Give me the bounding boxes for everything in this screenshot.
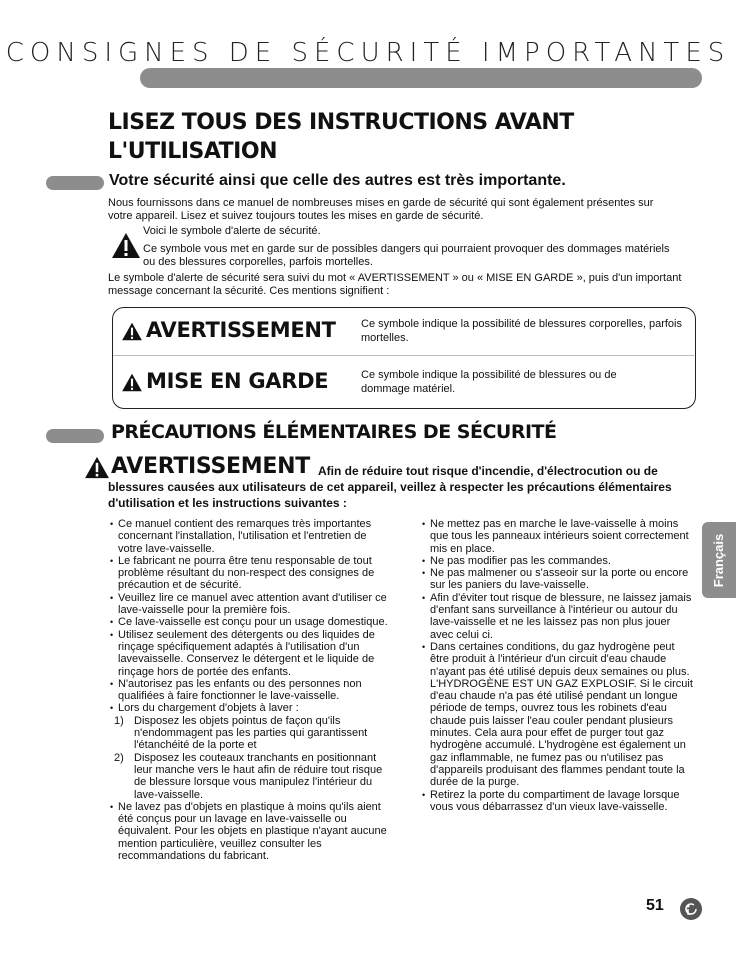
subtitle-pill bbox=[46, 176, 104, 190]
left-column bbox=[110, 518, 392, 862]
list-item: • Lors du chargement d'objets à laver : bbox=[110, 702, 392, 714]
list-item: • Ne lavez pas d'objets en plastique à moins qu'ils aient été conçus pour un lavage en lave-vaisselle ou équivalent. Pour les objets en plastique n'ayant aucune mention particulière, veuillez consulter les recommandations du fabricant. bbox=[110, 801, 392, 862]
warning-icon bbox=[121, 322, 143, 341]
list-item: • Retirez la porte du compartiment de lavage lorsque vous vous débarrassez d'un vieux lave-vaisselle. bbox=[422, 789, 694, 814]
symbol-line-2: Ce symbole vous met en garde sur de possibles dangers qui pourraient provoquer des dommages matériels ou des blessures corporelles, parfois mortelles. bbox=[143, 243, 670, 268]
list-item: • Utilisez seulement des détergents ou des liquides de rinçage spécifiquement adaptés à l'utilisation d'un lavevaisselle. Conservez le détergent et le liquide de rinçage hors de portée des enfants. bbox=[110, 629, 392, 678]
list-item: • Afin d'éviter tout risque de blessure, ne laissez jamais d'enfant sans surveillance à l'intérieur ou autour du lave-vaisselle et ne les laissez pas non plus jouer avec celui ci. bbox=[422, 592, 694, 641]
intro-paragraph-2: Le symbole d'alerte de sécurité sera suivi du mot « AVERTISSEMENT » ou « MISE EN GARDE », puis d'un important message concernant la sécurité. Ces mentions signifient : bbox=[108, 272, 682, 297]
subtitle: Votre sécurité ainsi que celle des autres est très importante. bbox=[109, 172, 566, 189]
sub-item-number: 2) bbox=[114, 751, 124, 764]
sub-item-text: Disposez les objets pointus de façon qu'ils n'endommagent pas les parties qui garantissent l'étanchéité de la porte et bbox=[134, 714, 368, 752]
caution-icon bbox=[121, 373, 143, 392]
sub-item-text: Disposez les couteaux tranchants en positionnant leur manche vers le haut afin de réduire tout risque de blessure lorsque vous manipulez l'intérieur du lave-vaisselle. bbox=[134, 751, 383, 801]
mise-en-garde-desc: Ce symbole indique la possibilité de blessures ou de dommage matériel. bbox=[361, 369, 617, 395]
main-title-line2: L'UTILISATION bbox=[108, 139, 277, 164]
sub-list-item bbox=[114, 715, 392, 752]
list-item: • Dans certaines conditions, du gaz hydrogène peut être produit à l'intérieur d'un circuit d'eau chaude n'ayant pas été utilisé depuis deux semaines ou plus. L'HYDROGÈNE EST UN GAZ EXPLOSIF. Si le circuit d'eau chaude n'a pas été utilisé pendant un longue période de temps, ouvrez tous les robinets d'eau chaude puis laisser l'eau couler pendant plusieurs minutes. Cela aura pour effet de purger tout gaz hydrogène accumulé. L'hydrogène est également un gaz inflammable, ne fumez pas ou n'utilisez pas d'appareils produisant des flammes pendant toute la durée de la purge. bbox=[422, 641, 694, 789]
list-item: • Le fabricant ne pourra être tenu responsable de tout problème résultant du non-respect des consignes de précaution et de sécurité. bbox=[110, 555, 392, 592]
list-item: • Ce lave-vaisselle est conçu pour un usage domestique. bbox=[110, 616, 392, 628]
sub-list-item bbox=[114, 752, 392, 801]
intro-paragraph-1: Nous fournissons dans ce manuel de nombreuses mises en garde de sécurité qui sont également présentes sur votre appareil. Lisez et suivez toujours toutes les mises en garde de sécurité. bbox=[108, 197, 654, 222]
section-warn-text: Afin de réduire tout risque d'incendie, d'électrocution ou de blessures causées aux utilisateurs de cet appareil, veillez à respecter les précautions élémentaires d'utilisation et les instructions suivantes : bbox=[108, 464, 672, 510]
list-item: • N'autorisez pas les enfants ou des personnes non qualifiées à faire fonctionner le lave-vaisselle. bbox=[110, 678, 392, 703]
signal-word-divider bbox=[113, 355, 694, 356]
list-item: • Veuillez lire ce manuel avec attention avant d'utiliser ce lave-vaisselle pour la première fois. bbox=[110, 592, 392, 617]
language-tab-label: Français bbox=[711, 533, 727, 587]
section-warn-word: AVERTISSEMENT bbox=[111, 454, 310, 479]
main-title-line1: LISEZ TOUS DES INSTRUCTIONS AVANT bbox=[108, 110, 574, 135]
symbol-line-1: Voici le symbole d'alerte de sécurité. bbox=[143, 225, 321, 237]
section-pill bbox=[46, 429, 104, 443]
avertissement-label: AVERTISSEMENT bbox=[146, 318, 336, 342]
avertissement-desc: Ce symbole indique la possibilité de blessures corporelles, parfois mortelles. bbox=[361, 318, 682, 344]
list-item: • Ce manuel contient des remarques très importantes concernant l'installation, l'utilisation et l'entretien de votre lave-vaisselle. bbox=[110, 518, 392, 555]
list-item: • Ne pas malmener ou s'asseoir sur la porte ou encore sur les paniers du lave-vaisselle. bbox=[422, 567, 694, 592]
section-title: PRÉCAUTIONS ÉLÉMENTAIRES DE SÉCURITÉ bbox=[111, 421, 557, 443]
header-bar bbox=[140, 68, 702, 88]
mise-en-garde-label: MISE EN GARDE bbox=[146, 369, 329, 393]
brand-logo-icon bbox=[680, 898, 702, 920]
safety-alert-icon bbox=[111, 232, 141, 259]
main-title bbox=[108, 108, 628, 166]
right-column bbox=[422, 518, 694, 813]
brand-logo bbox=[680, 898, 702, 920]
section-warning-icon bbox=[84, 456, 110, 479]
sub-item-number: 1) bbox=[114, 714, 124, 727]
page-header-title: CONSIGNES DE SÉCURITÉ IMPORTANTES bbox=[5, 38, 731, 68]
list-item: • Ne mettez pas en marche le lave-vaisselle à moins que tous les panneaux intérieurs soient correctement mis en place. bbox=[422, 518, 694, 555]
list-item: • Ne pas modifier pas les commandes. bbox=[422, 555, 694, 567]
page-number: 51 bbox=[646, 897, 664, 914]
